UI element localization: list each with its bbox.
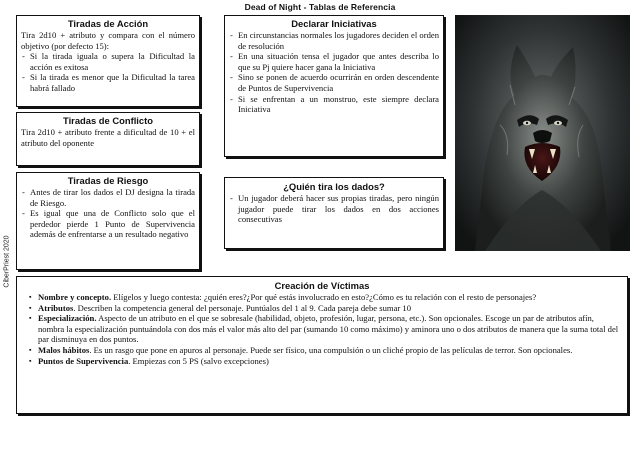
- list-item: - Si la tirada es menor que la Dificultad la tarea habrá fallado: [21, 72, 195, 93]
- tiradas-accion-list: [21, 51, 195, 93]
- quien-tira-box: [224, 177, 444, 249]
- list-item: [29, 313, 621, 345]
- list-item: - Antes de tirar los dados el DJ designa la tirada de Riesgo.: [21, 187, 195, 208]
- list-item: - Un jugador deberá hacer sus propias tiradas, pero ningún jugador puede tirar los dados en dos acciones consecutivas: [229, 193, 439, 225]
- item-text: Aspecto de un atributo en el que se sobresale (habilidad, objeto, profesión, lugar, persona, etc.). Son opcionales. Escoge un par de atributos afín, nombra la especialización puntuándola con dos más el valor más alto del par (sumando 10 como máximo) y aminora uno o dos atributos de manera que la suma total del par disminuya en dos puntos.: [38, 313, 619, 345]
- tiradas-accion-box: [16, 15, 200, 107]
- list-item: [29, 303, 621, 314]
- page-title: Dead of Night - Tablas de Referencia: [244, 2, 396, 12]
- list-item: - En una situación tensa el jugador que antes describa lo que su Pj quiere hacer gana la Iniciativa: [229, 51, 439, 72]
- werewolf-image: [455, 15, 630, 251]
- tiradas-conflicto-text: Tira 2d10 + atributo frente a dificultad de 10 + el atributo del oponente: [21, 127, 195, 148]
- werewolf-illustration: [455, 15, 630, 251]
- declarar-iniciativas-list: [229, 30, 439, 115]
- item-term: Malos hábitos: [38, 344, 90, 355]
- quien-tira-list: [229, 193, 439, 225]
- tiradas-riesgo-box: [16, 172, 200, 270]
- tiradas-conflicto-title: Tiradas de Conflicto: [63, 115, 153, 126]
- creacion-victimas-title: Creación de Víctimas: [274, 280, 370, 291]
- creacion-victimas-box: [16, 276, 628, 414]
- list-item: [29, 345, 621, 356]
- list-item: - Sino se ponen de acuerdo ocurrirán en orden descendente de Puntos de Supervivencia: [229, 72, 439, 93]
- author-credit: CiberPriest 2020: [3, 235, 11, 288]
- list-item: - Si se enfrentan a un monstruo, este siempre declara Iniciativa: [229, 94, 439, 115]
- list-item: - Es igual que una de Conflicto solo que el perdedor pierde 1 Punto de Supervivencia además de enfrentarse a un resultado negativo: [21, 208, 195, 240]
- creacion-victimas-list: [23, 292, 621, 366]
- tiradas-accion-intro: Tira 2d10 + atributo y compara con el número objetivo (por defecto 15):: [21, 30, 195, 51]
- list-item: - Si la tirada iguala o supera la Dificultad la acción es exitosa: [21, 51, 195, 72]
- quien-tira-title: ¿Quién tira los dados?: [283, 181, 385, 192]
- list-item: - En circunstancias normales los jugadores deciden el orden de resolución: [229, 30, 439, 51]
- item-text: Elígelos y luego contesta: ¿quién eres?¿Por qué estás involucrado en esto?¿Cómo es tu relación con el resto de personajes?: [111, 292, 537, 302]
- item-term: Atributos: [38, 302, 74, 313]
- item-text: . Es un rasgo que pone en apuros al personaje. Puede ser físico, una compulsión o un cliché propio de las películas de terror. Son opcionales.: [89, 344, 573, 355]
- tiradas-accion-title: Tiradas de Acción: [67, 18, 149, 29]
- item-term: Especialización.: [38, 313, 97, 324]
- item-term: Puntos de Supervivencia: [38, 355, 129, 366]
- list-item: [29, 356, 621, 367]
- tiradas-riesgo-title: Tiradas de Riesgo: [67, 175, 149, 186]
- declarar-iniciativas-title: Declarar Iniciativas: [291, 18, 377, 29]
- declarar-iniciativas-box: [224, 15, 444, 157]
- list-item: [29, 292, 621, 303]
- item-term: Nombre y concepto.: [38, 292, 112, 302]
- item-text: . Empiezas con 5 PS (salvo excepciones): [128, 355, 269, 366]
- tiradas-riesgo-list: [21, 187, 195, 240]
- tiradas-conflicto-box: [16, 112, 200, 166]
- item-text: . Describen la competencia general del personaje. Puntúalos del 1 al 9. Cada pareja debe sumar 10: [73, 302, 411, 313]
